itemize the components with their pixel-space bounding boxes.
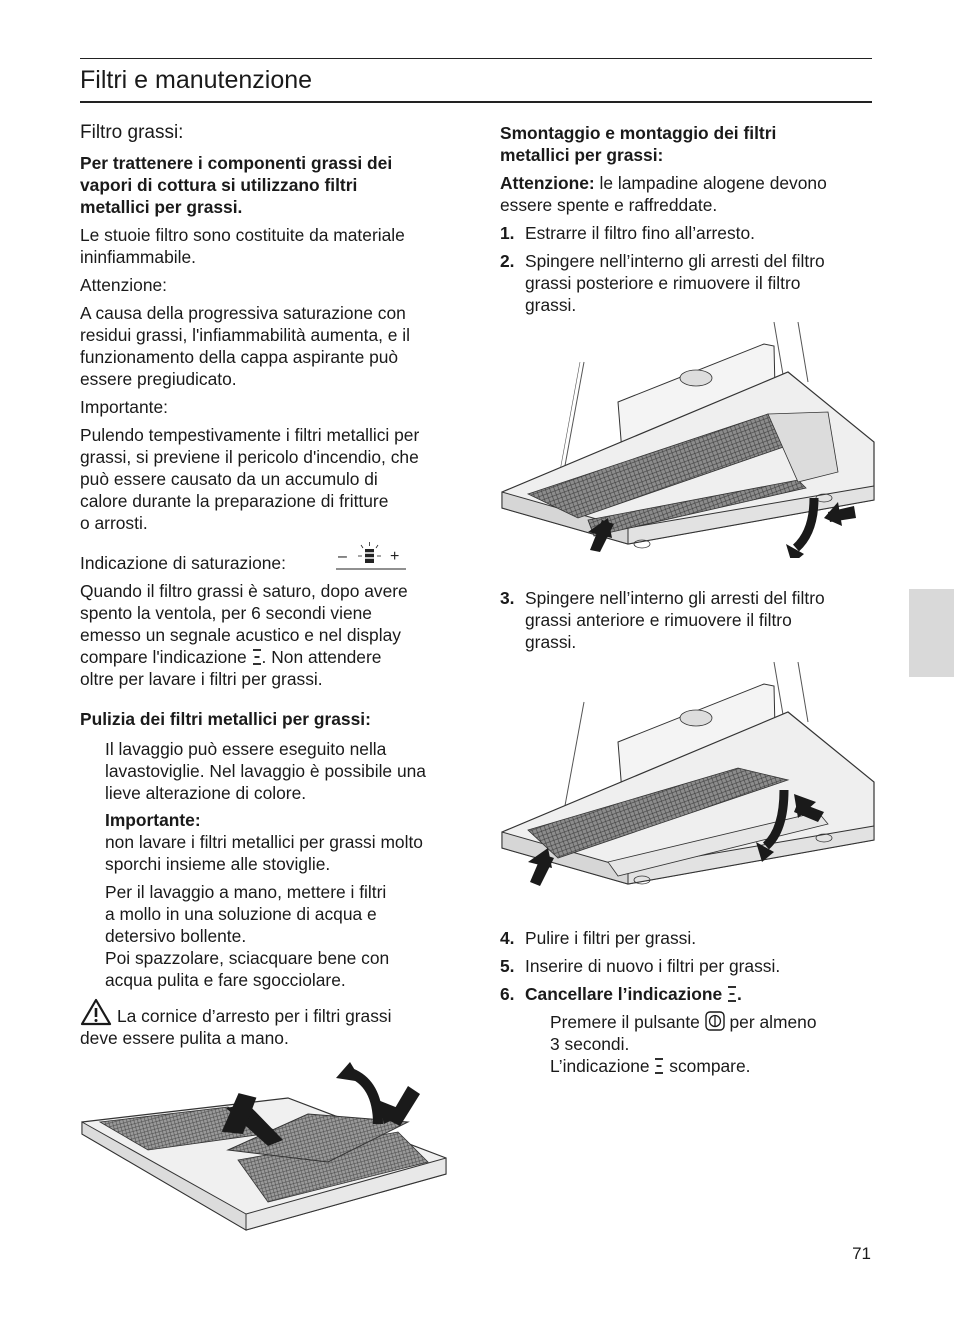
important-line-3: può essere causato da un accumulo di — [80, 469, 378, 489]
cleaning-heading: Pulizia dei filtri metallici per grassi: — [80, 709, 371, 729]
saturation-line-1: Quando il filtro grassi è saturo, dopo avere — [80, 581, 408, 601]
intro-line-1: Per trattenere i componenti grassi dei — [80, 153, 393, 173]
cleaning-line-2: lavastoviglie. Nel lavaggio è possibile una — [105, 761, 426, 781]
step-5-text: Inserire di nuovo i filtri per grassi. — [525, 956, 781, 976]
saturation-line-3: emesso un segnale acustico e nel display — [80, 625, 401, 645]
important-line-4: calore durante la preparazione di fritture — [80, 491, 389, 511]
step-6-sub-line-1 — [550, 1011, 817, 1033]
handwash-line-3: detersivo bollente. — [105, 926, 247, 946]
step-2-line-2: grassi posteriore e rimuovere il filtro — [525, 273, 801, 293]
step-3-line-2: grassi anteriore e rimuovere il filtro — [525, 610, 792, 630]
halogen-attention-line-2: essere spente e raffreddate. — [500, 195, 718, 215]
halogen-attention-line-1 — [500, 172, 827, 194]
step-6-sub-line-3 — [550, 1055, 750, 1077]
cleaning-important-label: Importante: — [105, 810, 201, 830]
step-6-text — [525, 983, 742, 1005]
hood-front-filter-illustration — [498, 662, 878, 892]
title-rule — [80, 101, 872, 103]
saturation-line-4-start: compare l'indicazione — [80, 647, 247, 667]
important-line-5: o arrosti. — [80, 513, 148, 533]
warning-icon — [80, 998, 112, 1026]
page-title: Filtri e manutenzione — [80, 66, 313, 94]
filter-frame-illustration — [78, 1062, 450, 1232]
attention-line-4: essere pregiudicato. — [80, 369, 237, 389]
warning-line-1: La cornice d’arresto per i filtri grassi — [117, 1006, 392, 1026]
page-number: 71 — [852, 1244, 871, 1263]
important-line-2: grassi, si previene il pericolo d'incendio, che — [80, 447, 419, 467]
attention-line-1: A causa della progressiva saturazione con — [80, 303, 406, 323]
top-rule — [80, 58, 872, 59]
step-2-line-3: grassi. — [525, 295, 577, 315]
step-4-text: Pulire i filtri per grassi. — [525, 928, 697, 948]
disassembly-heading-line-1: Smontaggio e montaggio dei filtri — [500, 123, 777, 143]
material-line-2: ininfiammabile. — [80, 247, 196, 267]
saturation-symbol-icon — [654, 1057, 664, 1075]
important-line-1: Pulendo tempestivamente i filtri metallici per — [80, 425, 420, 445]
step-6-sub-line-2: 3 secondi. — [550, 1034, 630, 1054]
intro-line-3: metallici per grassi. — [80, 197, 243, 217]
step-6-sub-3b: scompare. — [669, 1056, 751, 1076]
step-1-number: 1. — [500, 223, 515, 243]
saturation-line-2: spento la ventola, per 6 secondi viene — [80, 603, 372, 623]
saturation-label: Indicazione di saturazione: — [80, 553, 286, 573]
section-heading-filter: Filtro grassi: — [80, 122, 184, 143]
attention-line-3: funzionamento della cappa aspirante può — [80, 347, 399, 367]
step-3-line-1: Spingere nell’interno gli arresti del filtro — [525, 588, 825, 608]
attention-line-2: residui grassi, l'infiammabilità aumenta, e il — [80, 325, 411, 345]
step-6-label: Cancellare l’indicazione — [525, 984, 723, 1004]
step-1-text: Estrarre il filtro fino all’arresto. — [525, 223, 756, 243]
saturation-line-4-end: . Non attendere — [261, 647, 382, 667]
halogen-attention-label: Attenzione: — [500, 173, 595, 193]
material-line-1: Le stuoie filtro sono costituite da materiale — [80, 225, 405, 245]
handwash-line-4: Poi spazzolare, sciacquare bene con — [105, 948, 390, 968]
saturation-line-5: oltre per lavare i filtri per grassi. — [80, 669, 323, 689]
important-label: Importante: — [80, 397, 168, 417]
fan-power-button-icon — [705, 1011, 725, 1031]
step-5-number: 5. — [500, 956, 515, 976]
warning-line-2: deve essere pulita a mano. — [80, 1028, 289, 1048]
display-plus: + — [390, 548, 400, 565]
attention-label: Attenzione: — [80, 275, 168, 295]
step-6-number: 6. — [500, 984, 515, 1004]
saturation-line-4 — [80, 646, 381, 668]
handwash-line-1: Per il lavaggio a mano, mettere i filtri — [105, 882, 387, 902]
step-6-sub-3a: L’indicazione — [550, 1056, 650, 1076]
cleaning-line-1: Il lavaggio può essere eseguito nella — [105, 739, 387, 759]
intro-line-2: vapori di cottura si utilizzano filtri — [80, 175, 358, 195]
cleaning-important-line-2: sporchi insieme alle stoviglie. — [105, 854, 331, 874]
step-6-sub-1b: per almeno — [729, 1012, 817, 1032]
saturation-symbol-icon — [727, 985, 737, 1003]
step-3-line-3: grassi. — [525, 632, 577, 652]
cleaning-important-line-1: non lavare i filtri metallici per grassi molto — [105, 832, 423, 852]
step-3-number: 3. — [500, 588, 515, 608]
saturation-display-icon — [334, 541, 408, 571]
halogen-attention-text: le lampadine alogene devono — [594, 173, 827, 193]
step-6-period: . — [737, 984, 742, 1004]
cleaning-line-3: lieve alterazione di colore. — [105, 783, 307, 803]
chapter-tab — [909, 589, 954, 677]
step-6-sub-1a: Premere il pulsante — [550, 1012, 700, 1032]
step-2-line-1: Spingere nell’interno gli arresti del filtro — [525, 251, 825, 271]
step-4-number: 4. — [500, 928, 515, 948]
disassembly-heading-line-2: metallici per grassi: — [500, 145, 664, 165]
display-minus: – — [338, 548, 347, 565]
handwash-line-5: acqua pulita e fare sgocciolare. — [105, 970, 346, 990]
step-2-number: 2. — [500, 251, 515, 271]
saturation-symbol-icon — [252, 648, 262, 666]
hood-rear-filter-illustration — [498, 322, 878, 558]
handwash-line-2: a mollo in una soluzione di acqua e — [105, 904, 377, 924]
